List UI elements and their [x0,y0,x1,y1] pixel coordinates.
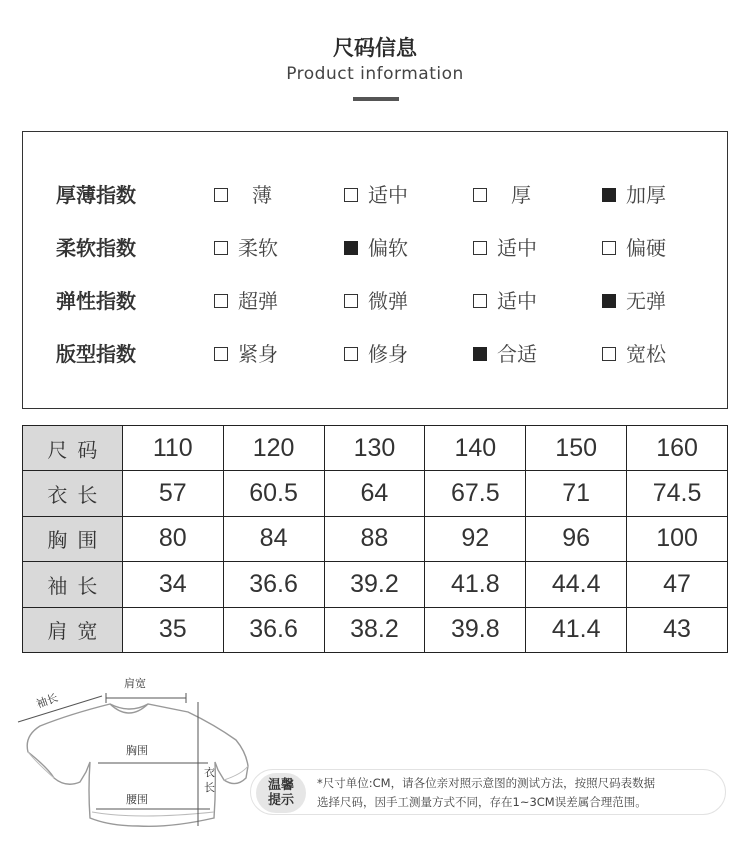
checkbox-icon [344,347,358,361]
table-cell: 41.8 [425,562,526,607]
table-cell: 140 [425,426,526,471]
index-option [473,339,537,369]
index-option [214,286,278,316]
index-option-label: 偏软 [368,236,408,260]
checkbox-icon [473,188,487,202]
table-row [23,426,728,471]
index-option-label: 修身 [368,342,408,366]
index-option-label: 无弹 [626,289,666,313]
index-row-fit [23,339,727,369]
title-divider [353,97,399,101]
index-option [473,180,531,210]
measurement-diagram [10,670,260,850]
index-option [602,339,666,369]
row-header: 衣长 [23,471,123,516]
index-panel [22,131,728,409]
checkbox-icon [602,241,616,255]
chest-label: 胸围 [126,744,148,757]
index-option [602,180,666,210]
table-cell: 160 [627,426,728,471]
length-label-1: 衣 [204,766,215,779]
table-cell: 47 [627,562,728,607]
index-option-label: 适中 [497,236,537,260]
index-option [214,180,272,210]
table-cell: 39.8 [425,607,526,652]
checkbox-icon [473,294,487,308]
index-option [344,286,408,316]
table-cell: 60.5 [223,471,324,516]
index-option-label: 紧身 [238,342,278,366]
index-option-label: 合适 [497,342,537,366]
table-cell: 74.5 [627,471,728,516]
index-option-label: 加厚 [626,183,666,207]
page-title: 尺码信息 [333,36,417,60]
table-cell: 120 [223,426,324,471]
checkbox-icon [214,294,228,308]
index-option-label: 适中 [368,183,408,207]
index-option-label: 超弹 [238,289,278,313]
table-row [23,607,728,652]
table-cell: 36.6 [223,607,324,652]
table-cell: 71 [526,471,627,516]
shoulder-label: 肩宽 [124,677,146,690]
index-option-label: 薄 [252,183,272,207]
sleeve-cuff-left-icon [28,752,54,778]
checkbox-icon [344,188,358,202]
index-row-elasticity [23,286,727,316]
index-option [344,339,408,369]
index-option-label: 厚 [511,183,531,207]
index-option [214,339,278,369]
checkbox-checked-icon [344,241,358,255]
table-cell: 130 [324,426,425,471]
index-option [602,286,666,316]
table-cell: 96 [526,516,627,561]
index-label: 厚薄指数 [56,183,136,207]
tip-line-2: 选择尺码，因手工测量方式不同，存在1~3CM误差属合理范围。 [317,795,647,809]
checkbox-icon [344,294,358,308]
table-cell: 64 [324,471,425,516]
table-row [23,516,728,561]
table-cell: 43 [627,607,728,652]
table-cell: 88 [324,516,425,561]
sleeve-label: 袖长 [34,691,60,711]
size-table [22,425,728,653]
index-label: 弹性指数 [56,289,136,313]
table-cell: 92 [425,516,526,561]
table-cell: 84 [223,516,324,561]
tip-badge-line-1: 温馨 [267,778,294,793]
tip-text [317,774,717,812]
index-option [344,233,408,263]
index-label: 柔软指数 [56,236,136,260]
table-cell: 100 [627,516,728,561]
checkbox-checked-icon [473,347,487,361]
page-subtitle: Product information [286,64,464,84]
index-option [214,233,278,263]
index-option-label: 微弹 [368,289,408,313]
tip-badge-line-2: 提示 [267,793,294,808]
index-option [473,286,537,316]
table-cell: 67.5 [425,471,526,516]
sleeve-cuff-right-icon [224,766,248,780]
table-cell: 57 [122,471,223,516]
table-row [23,562,728,607]
table-row [23,471,728,516]
index-option [602,233,666,263]
row-header: 袖长 [23,562,123,607]
row-header: 胸围 [23,516,123,561]
table-cell: 110 [122,426,223,471]
tip-box [250,769,726,815]
checkbox-icon [473,241,487,255]
index-option [344,180,408,210]
table-cell: 38.2 [324,607,425,652]
row-header: 尺码 [23,426,123,471]
table-cell: 36.6 [223,562,324,607]
table-cell: 80 [122,516,223,561]
index-option-label: 柔软 [238,236,278,260]
checkbox-icon [602,347,616,361]
index-label: 版型指数 [56,342,136,366]
table-cell: 44.4 [526,562,627,607]
table-cell: 35 [122,607,223,652]
index-option-label: 宽松 [626,342,666,366]
checkbox-icon [214,347,228,361]
tip-line-1: *尺寸单位:CM，请各位亲对照示意图的测试方法，按照尺码表数据 [317,776,656,790]
table-cell: 150 [526,426,627,471]
tip-badge [256,773,306,813]
table-cell: 41.4 [526,607,627,652]
checkbox-icon [214,188,228,202]
index-row-softness [23,233,727,263]
checkbox-icon [214,241,228,255]
checkbox-checked-icon [602,188,616,202]
index-row-thickness [23,180,727,210]
table-cell: 34 [122,562,223,607]
table-cell: 39.2 [324,562,425,607]
checkbox-checked-icon [602,294,616,308]
hem-icon [92,812,214,816]
length-label-2: 长 [204,781,215,794]
index-option-label: 适中 [497,289,537,313]
index-option [473,233,537,263]
waist-label: 腰围 [126,793,148,806]
index-option-label: 偏硬 [626,236,666,260]
row-header: 肩宽 [23,607,123,652]
